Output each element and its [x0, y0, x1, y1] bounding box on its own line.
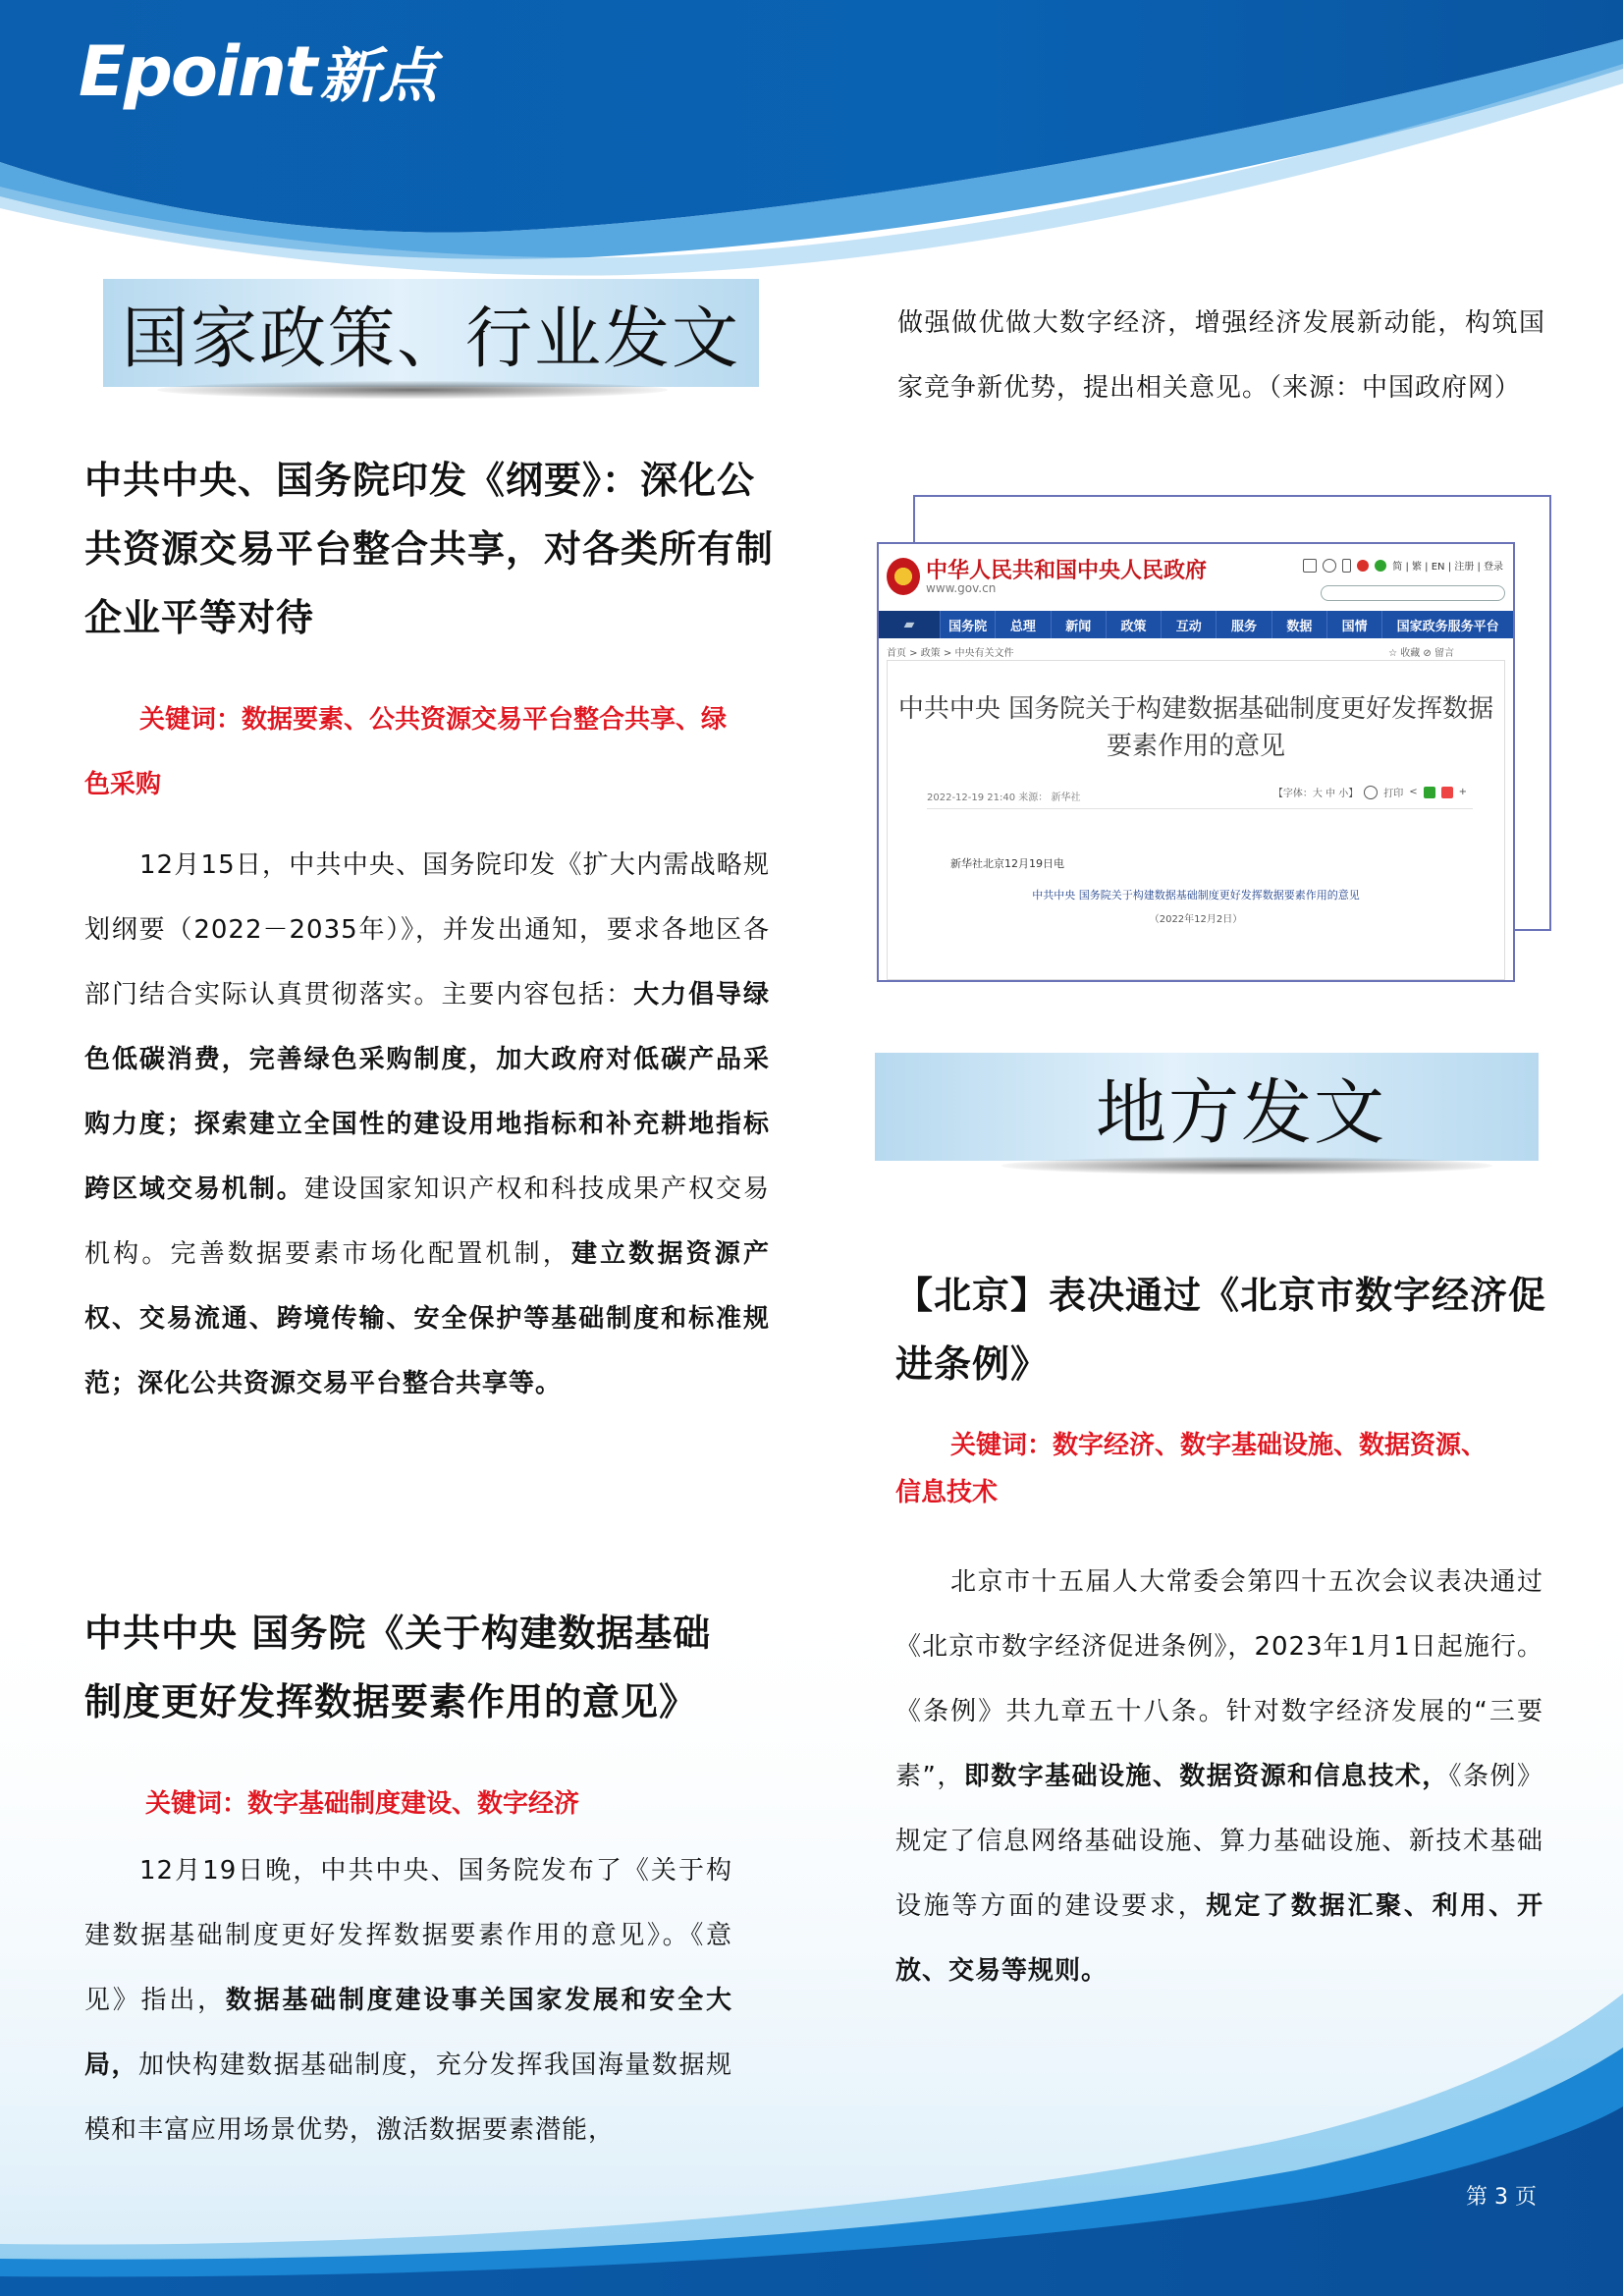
share-icon: <	[1409, 787, 1418, 797]
gov-article-date: （2022年12月2日）	[1149, 914, 1243, 925]
section-banner-national	[103, 279, 759, 387]
weibo-icon	[1357, 560, 1369, 572]
logo-en-text: Epoint	[79, 31, 316, 112]
gov-nav-item: 互动	[1161, 611, 1216, 638]
national-emblem-icon	[887, 558, 920, 595]
article-3-keywords: 关键词：数字经济、数字基础设施、数据资源、 信息技术	[895, 1431, 1488, 1507]
section-banner-local	[875, 1053, 1539, 1161]
article-1-body: 12月15日，中共中央、国务院印发《扩大内需战略规划纲要（2022－2035年）》，并发出通知，要求各地区各部门结合实际认真贯彻落实。主要内容包括：大力倡导绿色低碳消费，完善绿色采购制度，加大政府对低碳产品采购力度；探索建立全国性的建设用地指标和补充耕地指标跨区域交易机制。建设国家知识产权和科技成果产权交易机构。完善数据要素市场化配置机制，建立数据资源产权、交易流通、跨境传输、安全保护等基础制度和标准规范；深化公共资源交易平台整合共享等。	[84, 850, 770, 1398]
gov-article-meta: 2022-12-19 21:40 来源： 新华社	[927, 793, 1081, 803]
gov-breadcrumb: 首页 > 政策 > 中央有关文件	[887, 648, 1014, 659]
tiananmen-icon: ▰	[879, 611, 940, 638]
gov-article-body: 新华社北京12月19日电	[950, 857, 1064, 870]
wechat-icon	[1375, 560, 1386, 572]
article-1-keywords: 关键词：数据要素、公共资源交易平台整合共享、绿 色采购	[84, 705, 728, 799]
gov-nav-item: 国家政务服务平台	[1381, 611, 1513, 638]
mobile-icon	[1342, 559, 1351, 573]
gov-nav-item: 国情	[1326, 611, 1381, 638]
gov-nav-item: 国务院	[940, 611, 995, 638]
gov-website-screenshot	[877, 542, 1515, 982]
banner-shadow	[157, 381, 668, 399]
gov-nav-item: 服务	[1216, 611, 1271, 638]
epoint-logo	[79, 31, 438, 112]
article-3-title: 【北京】表决通过《北京市数字经济促 进条例》	[895, 1274, 1547, 1386]
article-2-title: 中共中央 国务院《关于构建数据基础 制度更好发挥数据要素作用的意见》	[84, 1612, 712, 1723]
gov-search-box	[1321, 585, 1505, 601]
gov-site-title: 中华人民共和国中央人民政府	[926, 559, 1208, 583]
plus-icon: +	[1458, 787, 1467, 797]
gov-article-panel	[887, 660, 1505, 980]
print-label: 打印	[1383, 789, 1404, 799]
article-2-continuation: 做强做优做大数字经济，增强经济发展新动能，构筑国家竞争新优势，提出相关意见。（来源：中国政府网）	[897, 308, 1545, 403]
gov-article-subtitle: 中共中央 国务院关于构建数据基础制度更好发挥数据要素作用的意见	[1032, 889, 1360, 902]
gov-article-title: 中共中央 国务院关于构建数据基础制度更好发挥数据 要素作用的意见	[897, 694, 1494, 761]
gov-nav-bar	[879, 611, 1513, 638]
article-2-keywords: 关键词：数字基础制度建设、数字经济	[145, 1789, 580, 1819]
print-icon	[1364, 786, 1378, 799]
app-icon	[1323, 559, 1336, 573]
article-3-body: 北京市十五届人大常委会第四十五次会议表决通过《北京市数字经济促进条例》，2023年1月1日起施行。《条例》共九章五十八条。针对数字经济发展的“三要素”，即数字基础设施、数据资源和信息技术，《条例》规定了信息网络基础设施、算力基础设施、新技术基础设施等方面的建设要求，规定了数据汇聚、利用、开放、交易等规则。	[895, 1567, 1543, 1986]
gov-article-tools	[1273, 785, 1467, 799]
gov-site-url: www.gov.cn	[926, 581, 997, 595]
gov-header	[879, 544, 1513, 607]
font-size-switch: 【字体：大 中 小】	[1272, 789, 1359, 799]
gov-favorite-links: ☆ 收藏 ⊘ 留言	[1388, 648, 1454, 659]
divider	[927, 808, 1473, 809]
section-banner-national-text: 国家政策、行业发文	[121, 300, 740, 378]
section-banner-local-text: 地方发文	[1095, 1071, 1386, 1154]
gov-top-tools	[1303, 558, 1503, 573]
gov-nav-item: 政策	[1106, 611, 1161, 638]
logo-cn-text: 新点	[319, 42, 438, 111]
wechat-share-icon	[1424, 787, 1435, 798]
article-1-title: 中共中央、国务院印发《纲要》：深化公 共资源交易平台整合共享，对各类所有制 企业平等对待	[84, 459, 775, 639]
gov-nav-item: 总理	[995, 611, 1050, 638]
article-2-body: 12月19日晚，中共中央、国务院发布了《关于构建数据基础制度更好发挥数据要素作用的意见》。《意见》指出，数据基础制度建设事关国家发展和安全大局，加快构建数据基础制度，充分发挥我国海量数据规模和丰富应用场景优势，激活数据要素潜能，	[84, 1856, 732, 2145]
weibo-share-icon	[1441, 787, 1453, 798]
gov-nav-item: 数据	[1271, 611, 1326, 638]
banner-shadow	[1001, 1157, 1492, 1175]
mail-icon	[1303, 559, 1317, 573]
gov-top-links: 简 | 繁 | EN | 注册 | 登录	[1392, 562, 1503, 573]
gov-nav-item: 新闻	[1051, 611, 1106, 638]
page-number: 第 3 页	[1466, 2185, 1537, 2210]
